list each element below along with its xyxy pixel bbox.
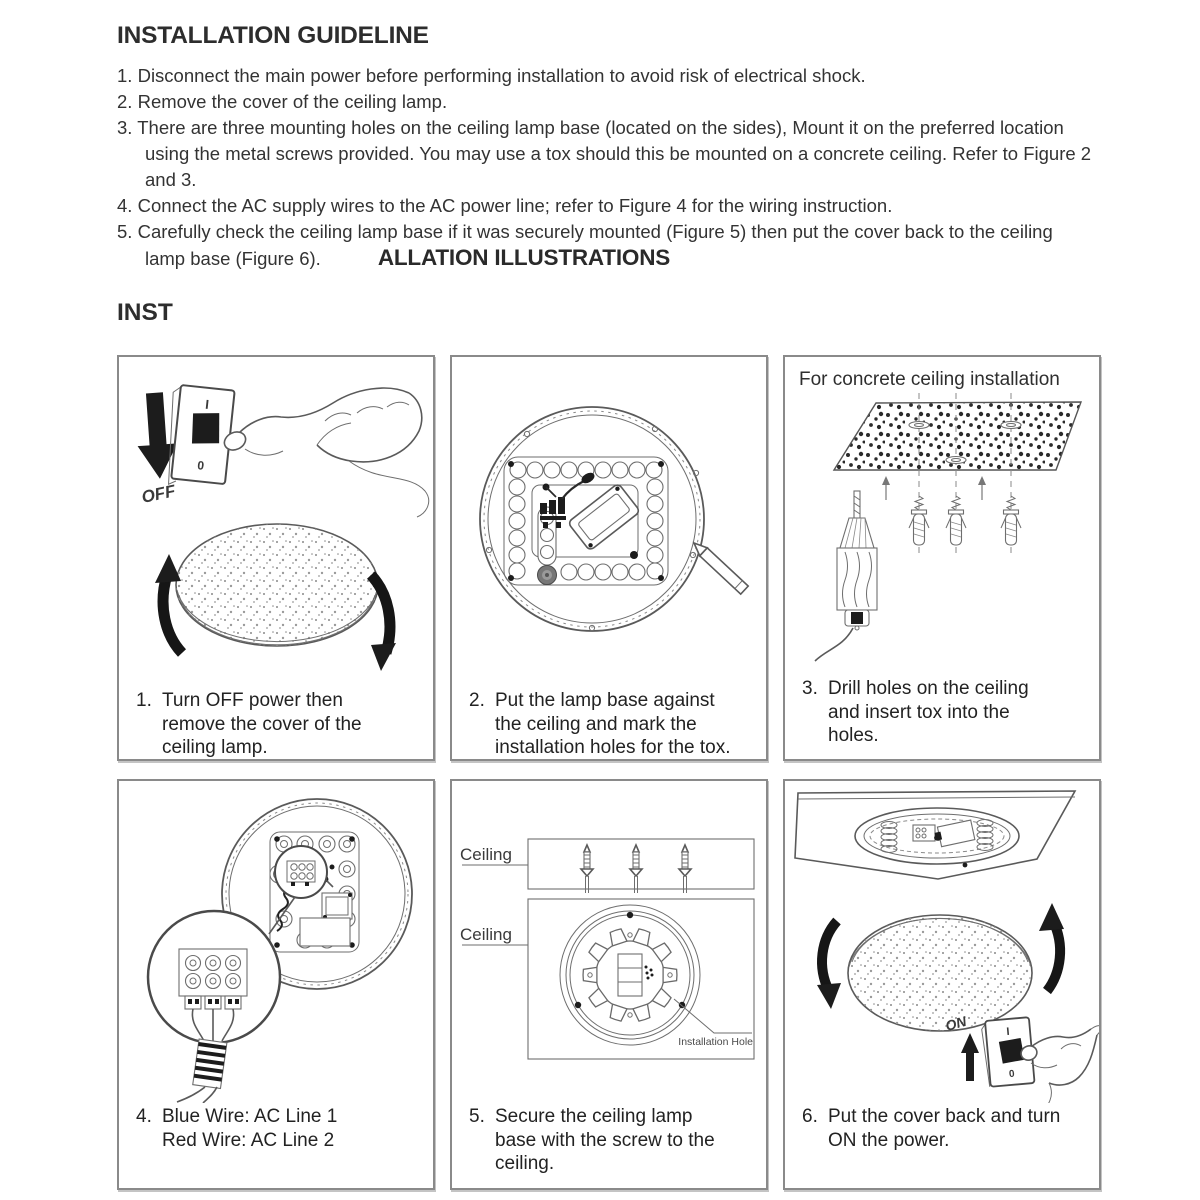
figure-2-illustration (452, 357, 766, 687)
lamp-base-icon (480, 407, 704, 631)
step-2: 2. Remove the cover of the ceiling lamp. (117, 91, 448, 112)
insert-arrows (882, 476, 986, 500)
led-strip-left (509, 479, 525, 579)
tox-anchor-icon (946, 496, 966, 545)
figure-2-caption: 2. Put the lamp base against the ceiling and mark the installation holes for the tox. (469, 690, 731, 758)
terminal-zoom-ring (275, 846, 327, 898)
figure-4-caption-line2: Red Wire: AC Line 2 (162, 1129, 335, 1151)
figure-1-caption: 1. Turn OFF power then remove the cover of the ceiling lamp. (136, 690, 362, 758)
power-switch-icon (164, 384, 235, 490)
rotate-right-arrow-icon (1039, 903, 1064, 991)
on-arrow-icon (961, 1033, 979, 1081)
rotate-left-arrow-icon (155, 554, 182, 653)
rotate-left-arrow-icon (817, 921, 841, 1009)
figure-3-caption: 3. Drill holes on the ceiling and insert tox into the holes. (802, 678, 1029, 746)
figure-6-illustration (785, 781, 1099, 1103)
figure-3-illustration (785, 391, 1099, 675)
page-title: INSTALLATION GUIDELINE (117, 22, 429, 49)
figure-grid (117, 355, 1101, 1190)
lamp-cover-icon (848, 915, 1032, 1031)
illustrations-heading-fragment: ALLATION ILLUSTRATIONS (377, 245, 671, 270)
tox-anchor-icon (1001, 496, 1021, 545)
cable-grommet-icon (538, 566, 557, 585)
cable-sleeve-icon (193, 1039, 227, 1088)
ceiling-with-base-icon (795, 791, 1075, 879)
installation-hole-label: Installation Hole (678, 1036, 753, 1048)
figure-3 (783, 355, 1101, 761)
hand-icon (221, 388, 428, 517)
figure-1-illustration (119, 357, 433, 687)
tox-anchor-icon (909, 496, 929, 545)
switch-on-label: I (204, 396, 210, 412)
step-1: 1. Disconnect the main power before performing installation to avoid risk of electrical shock. (117, 65, 866, 86)
figure-5-svg (452, 781, 766, 1103)
ceiling-label-top: Ceiling (460, 845, 512, 864)
figure-4-illustration (119, 781, 433, 1103)
drill-icon (815, 491, 877, 661)
on-label: ON (943, 1013, 969, 1034)
led-strip-right (647, 479, 663, 579)
installation-steps (117, 63, 1095, 272)
figure-4 (117, 779, 435, 1190)
off-label: OFF (139, 481, 178, 507)
figure-4-svg (119, 781, 433, 1103)
figure-3-svg (785, 391, 1099, 675)
pencil-icon (690, 539, 748, 594)
switch-off-label: 0 (196, 458, 205, 473)
section-heading-fragment: INST (117, 299, 173, 326)
switch-on-label: I (1006, 1025, 1011, 1039)
figure-1 (117, 355, 435, 761)
step-5: 5. Carefully check the ceiling lamp base if it was securely mounted (Figure 5) then put the cover back to the ceiling lamp base (Figure 6). ALLATION ILLUSTRATIONS (117, 221, 1053, 270)
manual-page (117, 22, 1095, 327)
figure-2 (450, 355, 768, 761)
step-3: 3. There are three mounting holes on the ceiling lamp base (located on the sides), Mount it on the preferred location using the metal screws provided. You may use a tox should this be mounted on a concrete ceiling. Refer to Figure 2 and 3. (117, 117, 1092, 190)
figure-6-caption: 6. Put the cover back and turn ON the power. (802, 1106, 1061, 1151)
ceiling-panel-top (528, 839, 754, 889)
figure-5-caption: 5. Secure the ceiling lamp base with the screw to the ceiling. (469, 1106, 715, 1174)
figure-4-caption: 4. Blue Wire: AC Line 1 Red Wire: AC Line 2 (136, 1106, 338, 1151)
figure-2-svg (452, 357, 766, 687)
step-4: 4. Connect the AC supply wires to the AC power line; refer to Figure 4 for the wiring instruction. (117, 195, 893, 216)
figure-5-illustration (452, 781, 766, 1103)
ceiling-label-bottom: Ceiling (460, 925, 512, 944)
lamp-cover-icon (176, 524, 378, 646)
switch-off-label: 0 (1008, 1068, 1016, 1081)
figure-6 (783, 779, 1101, 1190)
figure-3-header: For concrete ceiling installation (799, 369, 1060, 390)
figure-5 (450, 779, 768, 1190)
led-strip-bottom (561, 564, 645, 580)
driver-box-icon (568, 483, 641, 551)
figure-4-caption-line1: Blue Wire: AC Line 1 (162, 1106, 338, 1127)
wiring-magnifier-icon (148, 911, 280, 1103)
figure-1-svg (119, 357, 433, 687)
figure-6-svg (785, 781, 1099, 1103)
